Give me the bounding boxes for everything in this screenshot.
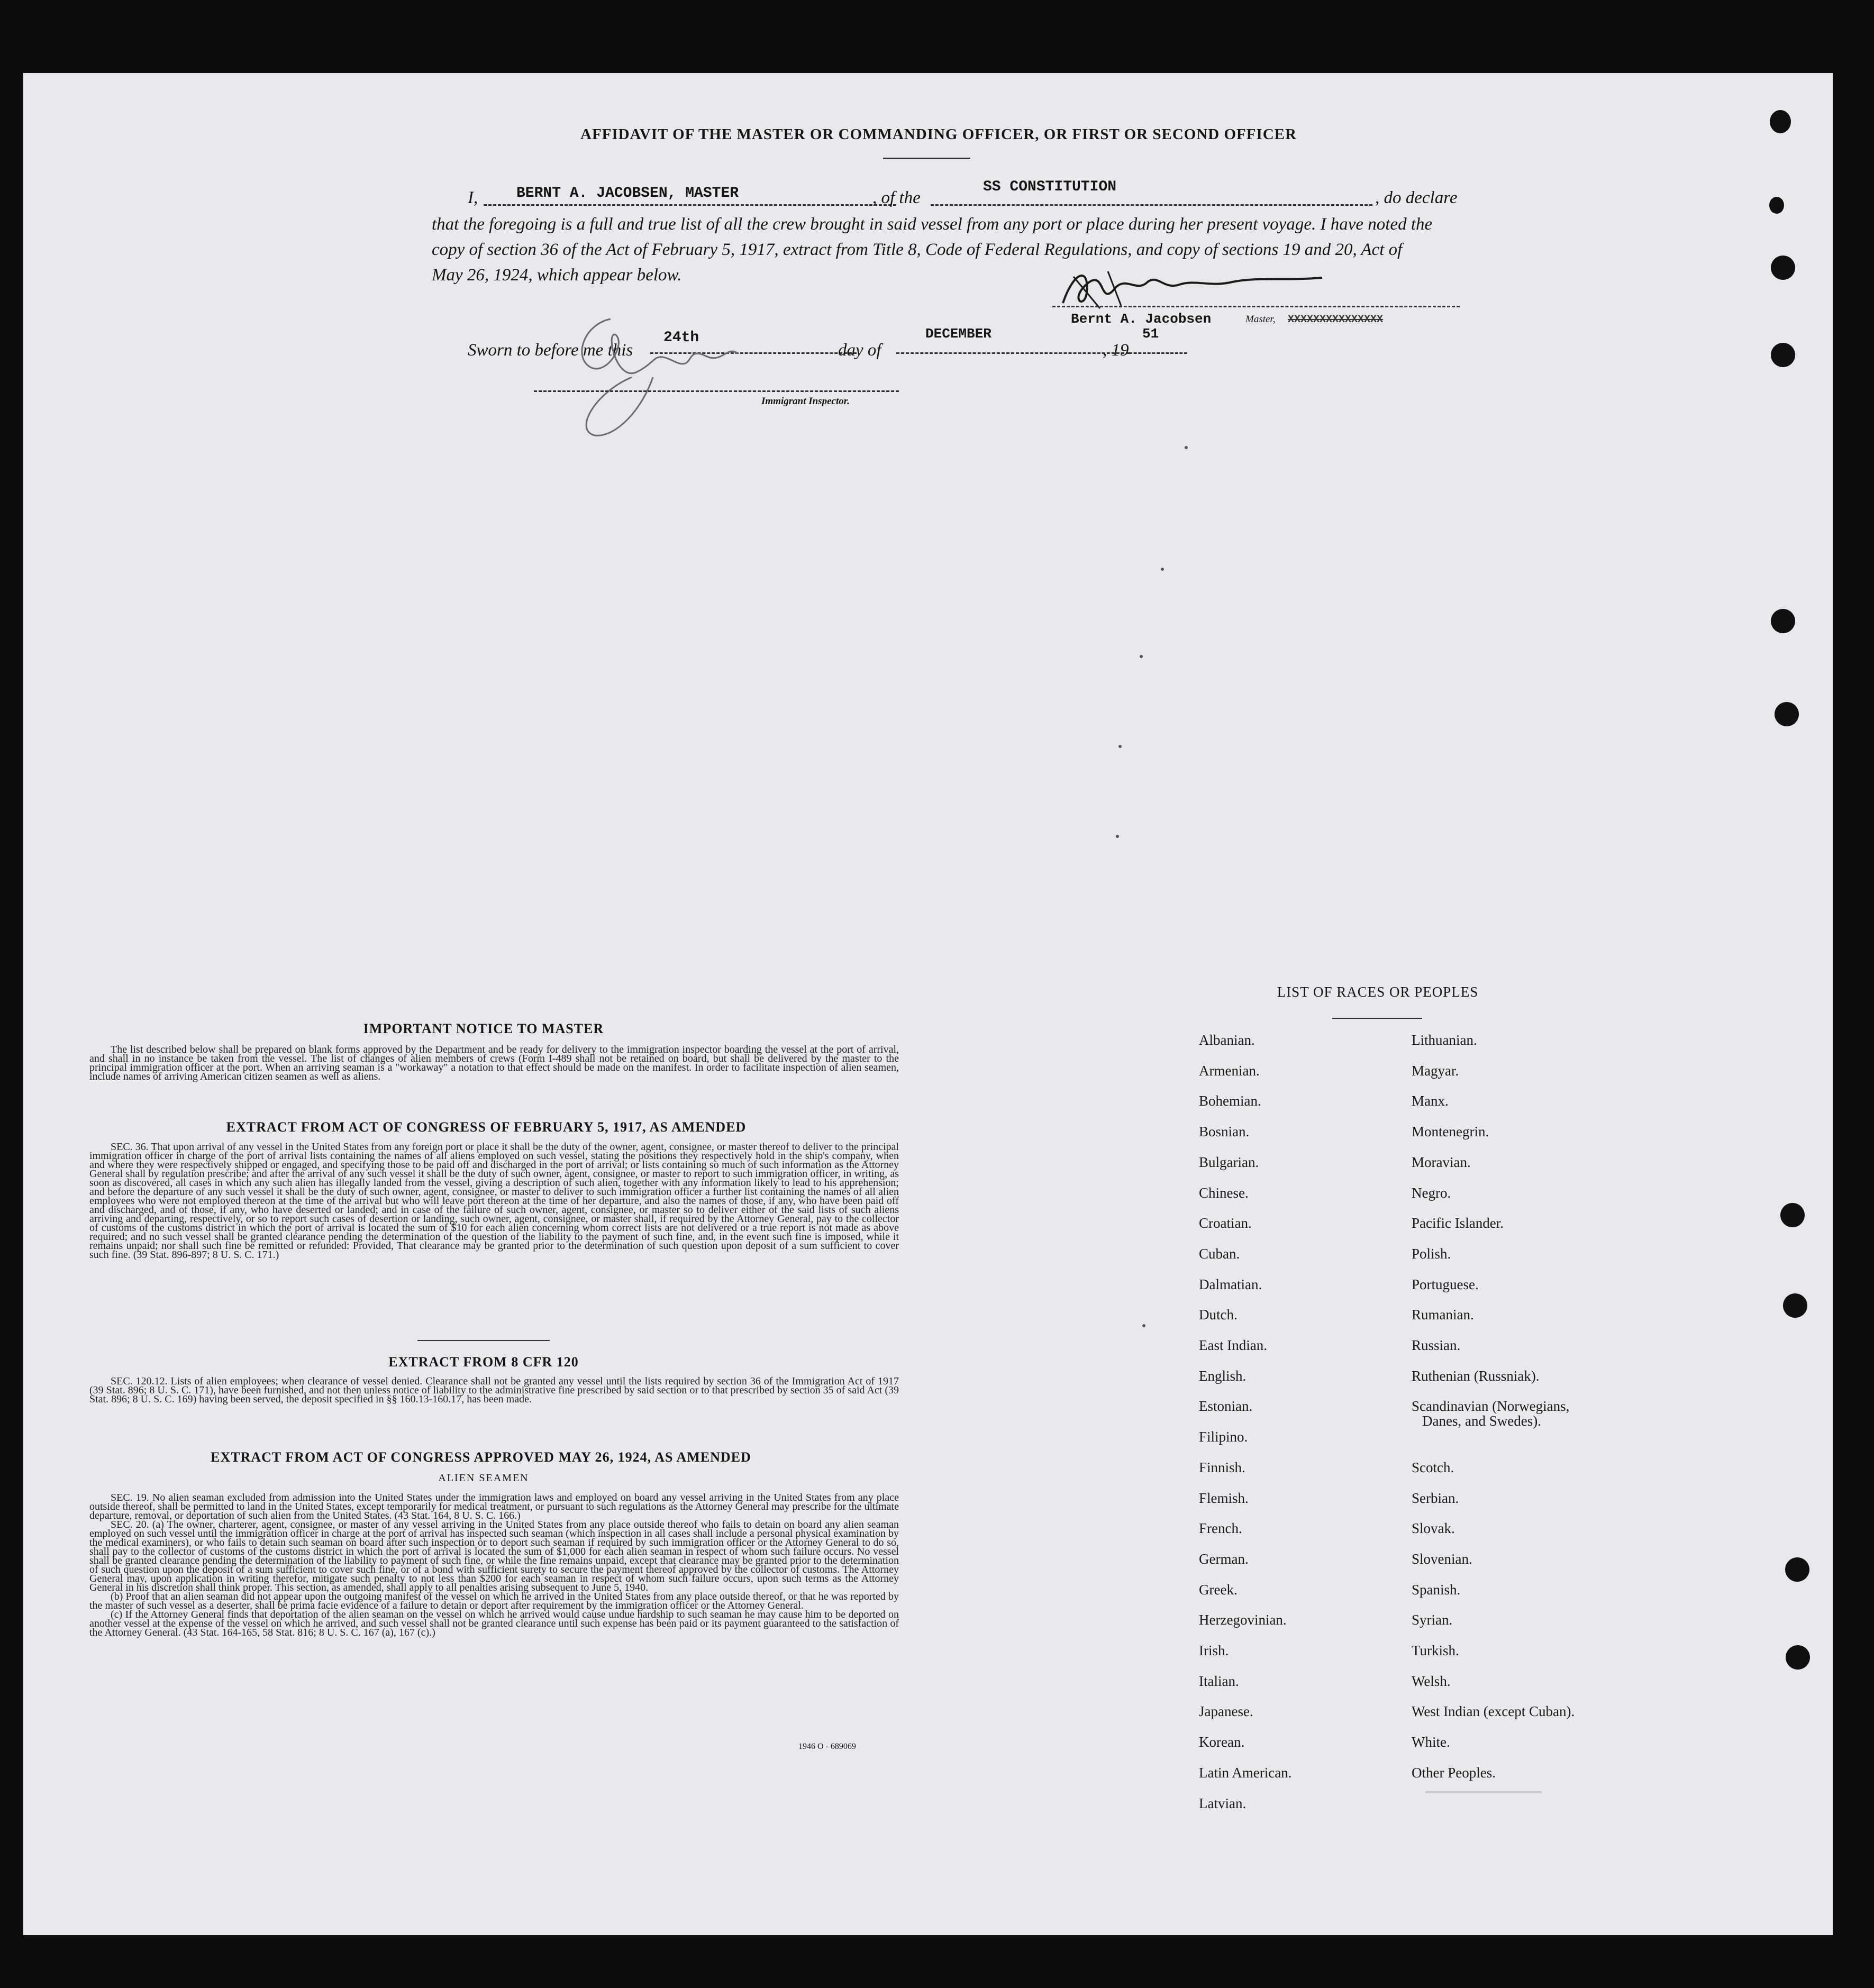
race-list-item: Moravian. bbox=[1412, 1154, 1471, 1170]
master-label: Master, bbox=[1245, 314, 1276, 325]
race-list-item: Bulgarian. bbox=[1199, 1154, 1259, 1170]
punch-hole bbox=[1780, 1203, 1805, 1227]
extract-1917-text: SEC. 36. That upon arrival of any vessel in the United States from any foreign port or place it shall be the duty of the owner, agent, consignee, or master thereof to deliver to the principal immigration officer in charge of the port of arrival lists containing the names of all aliens employed on such vessel, stating the positions they respectively hold in the ship's company, when and where they were respectively shipped or engaged, and specifying those to be paid off and discharged in the port of arrival; or lists containing so much of such information as the Attorney General shall by regulation prescribe; and after the arrival of any such vessel it shall be the duty of such owner, agent, consignee, or master to report to such immigration officer, in writing, as soon as discovered, all cases in which any such alien has illegally landed from the vessel, giving a description of such alien, together with any information likely to lead to his apprehension; and before the departure of any such vessel it shall be the duty of such owner, agent, consignee, or master to deliver to such immigration officer a further list containing the names of all alien employees who were not employed thereon at the time of the arrival but who will leave port thereon at the time of her departure, and also the names of those, if any, who have been paid off and discharged, and of those, if any, who have deserted or landed; and in case of the failure of such owner, agent, consignee, or master so to deliver either of the said lists of such aliens arriving and departing, respectively, or so to report such cases of desertion or landing, such owner, agent, consignee, or master shall, if required by the Attorney General, pay to the collector of customs of the customs district in which the port of arrival is located the sum of $10 for each alien concerning whom correct lists are not delivered or a true report is not made as above required; and no such vessel shall be granted clearance pending the determination of the question of the liability to the payment of such fine, and, in the event such fine is imposed, while it remains unpaid; nor shall such fine be remitted or refunded: Provided, That clearance may be granted prior to the determination of such question upon deposit of a sum sufficient to cover such fine. (39 Stat. 896-897; 8 U. S. C. 171.) bbox=[89, 1141, 899, 1261]
extract-1924-sec20a: SEC. 20. (a) The owner, charterer, agent, consignee, or master of any vessel arriving in the United States from any place outside thereof who fails to detain on board any alien seaman employed on such vessel until the immigration officer in charge at the port of arrival has inspected such seaman (which inspection in all cases shall include a personal physical examination by the medical examiners), or who fails to detain such seaman on board after such inspection or to deport such seaman if required by such immigration officer or the Attorney General to do so, shall pay to the collector of customs of the customs district in which the port of arrival is located the sum of $1,000 for each alien seaman in respect of whom such failure occurs. No vessel shall be granted clearance pending the determination of the liability to payment of such fine, or while the fine remains unpaid, except that clearance may be granted prior to the determination of such question upon the deposit of a sum sufficient to cover such fine, or of a bond with sufficient surety to secure the payment thereof approved by the collector of customs. The Attorney General may, upon application in writing therefor, mitigate such penalty to not less than $200 for each seaman in respect of whom such failure occurs, upon such terms as the Attorney General in his discretion shall think proper. This section, as amended, shall apply to all penalties arising subsequent to June 5, 1940. bbox=[89, 1519, 899, 1593]
paper-speck bbox=[1118, 745, 1122, 748]
race-list-item: Scandinavian (Norwegians, bbox=[1412, 1398, 1570, 1415]
race-list-item: Welsh. bbox=[1412, 1673, 1451, 1689]
race-list-item: Ruthenian (Russniak). bbox=[1412, 1367, 1540, 1384]
race-list-item: Irish. bbox=[1199, 1643, 1229, 1659]
race-list-item: Croatian. bbox=[1199, 1215, 1252, 1232]
race-list-item: Cuban. bbox=[1199, 1245, 1240, 1262]
race-list-item: French. bbox=[1199, 1520, 1242, 1537]
of-the-label: , of the bbox=[872, 188, 921, 207]
extract-cfr-title: EXTRACT FROM 8 CFR 120 bbox=[388, 1354, 579, 1370]
race-list-item: Polish. bbox=[1412, 1245, 1451, 1262]
race-list-item: Latvian. bbox=[1199, 1795, 1247, 1811]
master-name-line bbox=[484, 204, 896, 206]
inspector-label: Immigrant Inspector. bbox=[761, 396, 850, 407]
race-list-item: Italian. bbox=[1199, 1673, 1239, 1689]
race-list-item: Bohemian. bbox=[1199, 1093, 1261, 1109]
race-list-item: Filipino. bbox=[1199, 1429, 1248, 1445]
race-list-item: Bosnian. bbox=[1199, 1124, 1250, 1140]
signed-name-value: Bernt A. Jacobsen bbox=[1071, 311, 1212, 327]
year-prefix-label: , 19 bbox=[1103, 341, 1129, 360]
section-divider bbox=[417, 1340, 550, 1341]
year-line bbox=[1129, 352, 1187, 354]
extract-1924-title: EXTRACT FROM ACT OF CONGRESS APPROVED MAY 26, 1924, AS AMENDED bbox=[211, 1449, 751, 1465]
notice-title: IMPORTANT NOTICE TO MASTER bbox=[363, 1021, 604, 1036]
race-list-item: Portuguese. bbox=[1412, 1276, 1479, 1292]
extract-cfr-block bbox=[89, 1377, 899, 1404]
race-list-item: Negro. bbox=[1412, 1184, 1451, 1201]
extract-1917-block bbox=[89, 1143, 899, 1260]
master-signature bbox=[1058, 261, 1333, 319]
race-list-item: Korean. bbox=[1199, 1734, 1245, 1750]
punch-hole bbox=[1771, 256, 1795, 280]
race-list-item: Montenegrin. bbox=[1412, 1124, 1489, 1140]
faint-footer-mark bbox=[1425, 1791, 1542, 1793]
inspector-signature-line bbox=[534, 390, 899, 392]
master-signature-line bbox=[1052, 306, 1460, 307]
race-list-item: Rumanian. bbox=[1412, 1307, 1474, 1323]
paper-speck bbox=[1161, 568, 1164, 571]
sworn-month-line bbox=[896, 352, 1129, 354]
master-name-value: BERNT A. JACOBSEN, MASTER bbox=[516, 185, 739, 202]
race-list-item: Pacific Islander. bbox=[1412, 1215, 1504, 1232]
race-list-item: Syrian. bbox=[1412, 1612, 1453, 1628]
race-list-item: West Indian (except Cuban). bbox=[1412, 1703, 1575, 1720]
paper-speck bbox=[1142, 1324, 1145, 1327]
race-list-item: Lithuanian. bbox=[1412, 1032, 1477, 1048]
day-of-label: day of bbox=[838, 341, 881, 360]
punch-hole bbox=[1786, 1645, 1810, 1670]
do-declare-label: , do declare bbox=[1375, 188, 1458, 207]
affidavit-body-line2: copy of section 36 of the Act of February 5, 1917, extract from Title 8, Code of Federal Regulations, and copy of sections 19 and 20, Act of bbox=[432, 240, 1403, 259]
sworn-label: Sworn to before me this bbox=[468, 341, 633, 360]
punch-hole bbox=[1771, 609, 1795, 633]
paper-speck bbox=[1116, 835, 1119, 838]
race-list-item: White. bbox=[1412, 1734, 1450, 1750]
vessel-name-value: SS CONSTITUTION bbox=[983, 179, 1117, 195]
race-list-item: Chinese. bbox=[1199, 1184, 1249, 1201]
race-list-item: Dutch. bbox=[1199, 1307, 1238, 1323]
document-sheet bbox=[23, 73, 1833, 1935]
paper-speck bbox=[1140, 655, 1143, 658]
paper-speck bbox=[1185, 446, 1188, 449]
title-underline bbox=[883, 158, 970, 159]
race-list-item: Estonian. bbox=[1199, 1398, 1253, 1415]
year-suffix-value: 51 bbox=[1142, 326, 1159, 342]
race-list-item: Slovenian. bbox=[1412, 1551, 1472, 1567]
race-list-item: Dalmatian. bbox=[1199, 1276, 1262, 1292]
inspector-signature bbox=[552, 314, 827, 441]
print-code: 1946 O - 689069 bbox=[798, 1742, 856, 1751]
race-list-item: Herzegovinian. bbox=[1199, 1612, 1287, 1628]
punch-hole bbox=[1785, 1557, 1809, 1582]
punch-hole bbox=[1770, 110, 1791, 133]
sworn-month-value: DECEMBER bbox=[925, 326, 991, 342]
extract-cfr-text: SEC. 120.12. Lists of alien employees; when clearance of vessel denied. Clearance shall not be granted any vessel until the lists required by section 36 of the Immigration Act of 1917 (39 Stat. 896; 8 U. S. C. 171), have been furnished, and not then unless notice of liability to the administrative fine prescribed by said section or to that prescribed by section 35 of said Act (39 Stat. 896; 8 U. S. C. 169) having been served, the deposit specified in §§ 160.13-160.17, has been made. bbox=[89, 1375, 899, 1405]
race-list-item: Latin American. bbox=[1199, 1764, 1292, 1781]
punch-hole bbox=[1775, 702, 1799, 726]
notice-text: The list described below shall be prepared on blank forms approved by the Department and be ready for delivery to the immigration inspector boarding the vessel at the port of arrival, and shall in no instance be taken from the vessel. The list of changes of alien members of crews (Form I-489 shall not be retained on board, but shall be delivered by the master to the principal immigration officer at the port. When an arriving seaman is a "workaway" a notation to that effect should be made on the manifest. In order to facilitate inspection of alien seamen, include names of arriving American citizen seamen as well as aliens. bbox=[89, 1044, 899, 1082]
race-list-item: Flemish. bbox=[1199, 1490, 1249, 1506]
notice-text-block bbox=[89, 1045, 899, 1081]
extract-1924-sec19: SEC. 19. No alien seaman excluded from admission into the United States under the immigration laws and employed on board any vessel arriving in the United States from any place outside thereof, shall be permitted to land in the United States, except temporarily for medical treatment, or pursuant to such regulations as the Attorney General may prescribe for the ultimate departure, removal, or deportation of such alien from the United States. (43 Stat. 164, 8 U. S. C. 166.) bbox=[89, 1492, 899, 1521]
extract-1917-title: EXTRACT FROM ACT OF CONGRESS OF FEBRUARY 5, 1917, AS AMENDED bbox=[226, 1119, 747, 1135]
punch-hole bbox=[1771, 343, 1795, 367]
race-list-item: Danes, and Swedes). bbox=[1422, 1413, 1541, 1429]
affidavit-body-line1: that the foregoing is a full and true list of all the crew brought in said vessel from any port or place during her present voyage. I have noted the bbox=[432, 215, 1433, 234]
extract-1924-subtitle: ALIEN SEAMEN bbox=[438, 1472, 529, 1484]
affidavit-body-line3: May 26, 1924, which appear below. bbox=[432, 266, 682, 285]
race-list-item: Slovak. bbox=[1412, 1520, 1455, 1537]
races-title: LIST OF RACES OR PEOPLES bbox=[1277, 984, 1479, 1000]
races-title-underline bbox=[1332, 1018, 1422, 1019]
extract-1924-sec20b: (b) Proof that an alien seaman did not appear upon the outgoing manifest of the vessel on which he arrived in the United States from any place outside thereof, or that he was reported by the master of such vessel as a deserter, shall be prima facie evidence of a failure to detain or deport after requirement by the immigration officer or the Attorney General. bbox=[89, 1591, 899, 1611]
sworn-day-value: 24th bbox=[663, 330, 699, 346]
race-list-item: Turkish. bbox=[1412, 1643, 1459, 1659]
race-list-item: Manx. bbox=[1412, 1093, 1449, 1109]
race-list-item: Serbian. bbox=[1412, 1490, 1459, 1506]
race-list-item: Japanese. bbox=[1199, 1703, 1253, 1720]
punch-hole bbox=[1783, 1293, 1807, 1318]
races-right-column bbox=[1412, 1025, 1575, 1789]
race-list-item: Albanian. bbox=[1199, 1032, 1255, 1048]
race-list-item: Spanish. bbox=[1412, 1581, 1461, 1598]
race-list-item: Magyar. bbox=[1412, 1062, 1459, 1079]
race-list-item: English. bbox=[1199, 1367, 1247, 1384]
race-list-item: Armenian. bbox=[1199, 1062, 1260, 1079]
struck-text: XXXXXXXXXXXXXXX bbox=[1288, 314, 1384, 326]
race-list-item: Greek. bbox=[1199, 1581, 1238, 1598]
vessel-name-line bbox=[931, 204, 1372, 206]
i-label: I, bbox=[468, 188, 478, 207]
punch-hole bbox=[1769, 197, 1784, 214]
race-list-item: German. bbox=[1199, 1551, 1249, 1567]
extract-1924-block bbox=[89, 1493, 899, 1637]
race-list-item: Finnish. bbox=[1199, 1459, 1245, 1475]
race-list-item: Scotch. bbox=[1412, 1459, 1454, 1475]
race-list-item: East Indian. bbox=[1199, 1337, 1267, 1354]
races-left-column bbox=[1199, 1025, 1291, 1819]
race-list-item: Russian. bbox=[1412, 1337, 1461, 1354]
affidavit-title: AFFIDAVIT OF THE MASTER OR COMMANDING OFFICER, OR FIRST OR SECOND OFFICER bbox=[580, 126, 1297, 143]
extract-1924-sec20c: (c) If the Attorney General finds that deportation of the alien seaman on the vessel on which he arrived would cause undue hardship to such seaman he may cause him to be deported on another vessel at the expense of the vessel on which he arrived, and such vessel shall not be granted clearance until such expense has been paid or its payment guaranteed to the satisfaction of the Attorney General. (43 Stat. 164-165, 58 Stat. 816; 8 U. S. C. 167 (a), 167 (c).) bbox=[89, 1609, 899, 1638]
race-list-item: Other Peoples. bbox=[1412, 1764, 1496, 1781]
